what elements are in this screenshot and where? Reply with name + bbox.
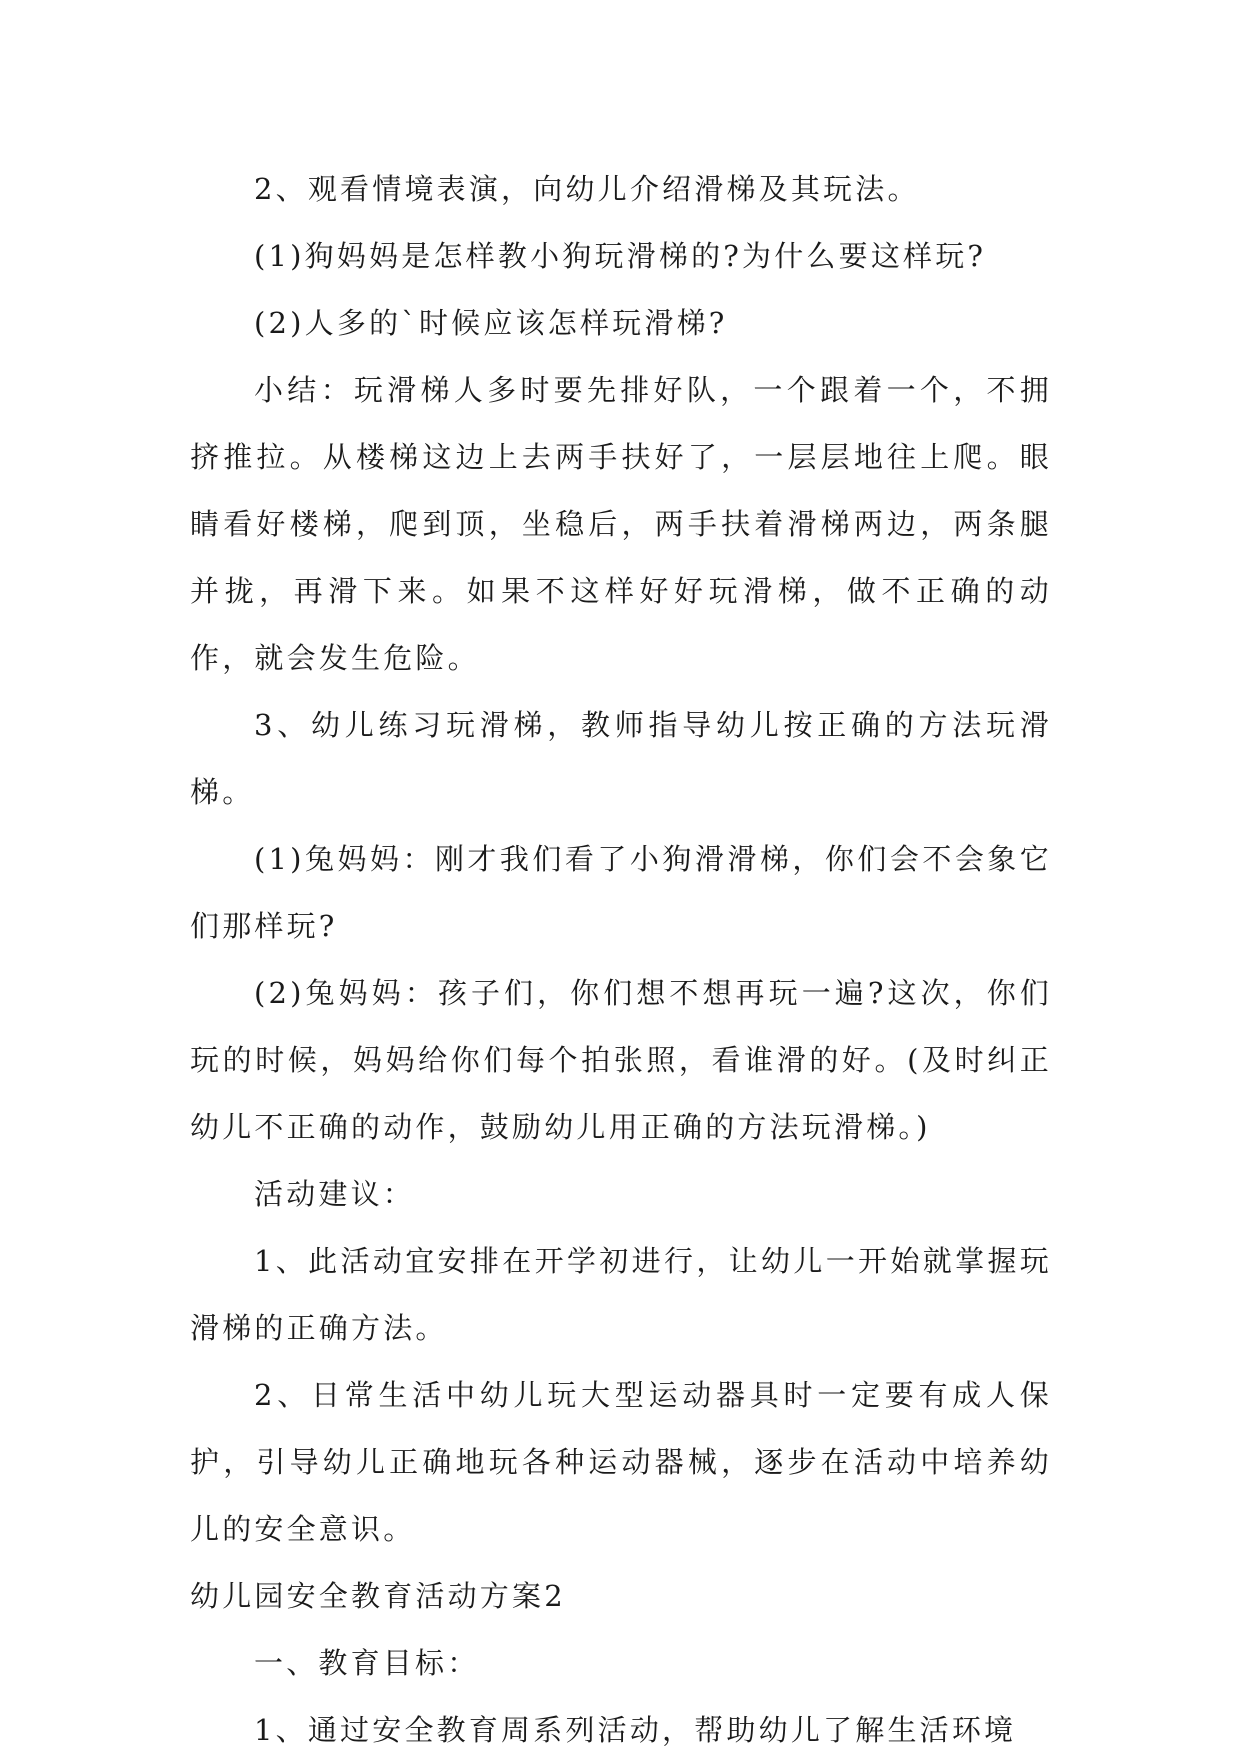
paragraph-question-2: (2)人多的`时候应该怎样玩滑梯? <box>254 306 728 340</box>
paragraph-suggestion-1: 1、此活动宜安排在开学初进行，让幼儿一开始就掌握玩滑梯的正确方法。 <box>190 1244 1052 1345</box>
paragraph-goal-1: 1、通过安全教育周系列活动，帮助幼儿了解生活环境 <box>254 1713 1017 1747</box>
paragraph-question-1: (1)狗妈妈是怎样教小狗玩滑梯的?为什么要这样玩? <box>254 239 987 273</box>
paragraph-rabbit-2: (2)兔妈妈：孩子们，你们想不想再玩一遍?这次，你们玩的时候，妈妈给你们每个拍张照，看谁滑的好。(及时纠正幼儿不正确的动作，鼓励幼儿用正确的方法玩滑梯。) <box>190 976 1052 1144</box>
paragraph-goals-title: 一、教育目标： <box>254 1646 480 1680</box>
paragraph-rabbit-1: (1)兔妈妈：刚才我们看了小狗滑滑梯，你们会不会象它们那样玩? <box>190 842 1052 943</box>
paragraph-suggestion-2: 2、日常生活中幼儿玩大型运动器具时一定要有成人保护，引导幼儿正确地玩各种运动器械，逐步在活动中培养幼儿的安全意识。 <box>190 1378 1052 1546</box>
paragraph-step-2: 2、观看情境表演，向幼儿介绍滑梯及其玩法。 <box>254 172 920 206</box>
paragraph-suggestions-title: 活动建议： <box>254 1177 416 1211</box>
paragraph-summary: 小结：玩滑梯人多时要先排好队，一个跟着一个，不拥挤推拉。从楼梯这边上去两手扶好了，一层层地往上爬。眼睛看好楼梯，爬到顶，坐稳后，两手扶着滑梯两边，两条腿并拢，再滑下来。如果不这样好好玩滑梯，做不正确的动作，就会发生危险。 <box>190 373 1052 675</box>
paragraph-step-3: 3、幼儿练习玩滑梯，教师指导幼儿按正确的方法玩滑梯。 <box>190 708 1052 809</box>
document-body <box>190 156 1052 1764</box>
section-heading: 幼儿园安全教育活动方案2 <box>190 1579 566 1613</box>
